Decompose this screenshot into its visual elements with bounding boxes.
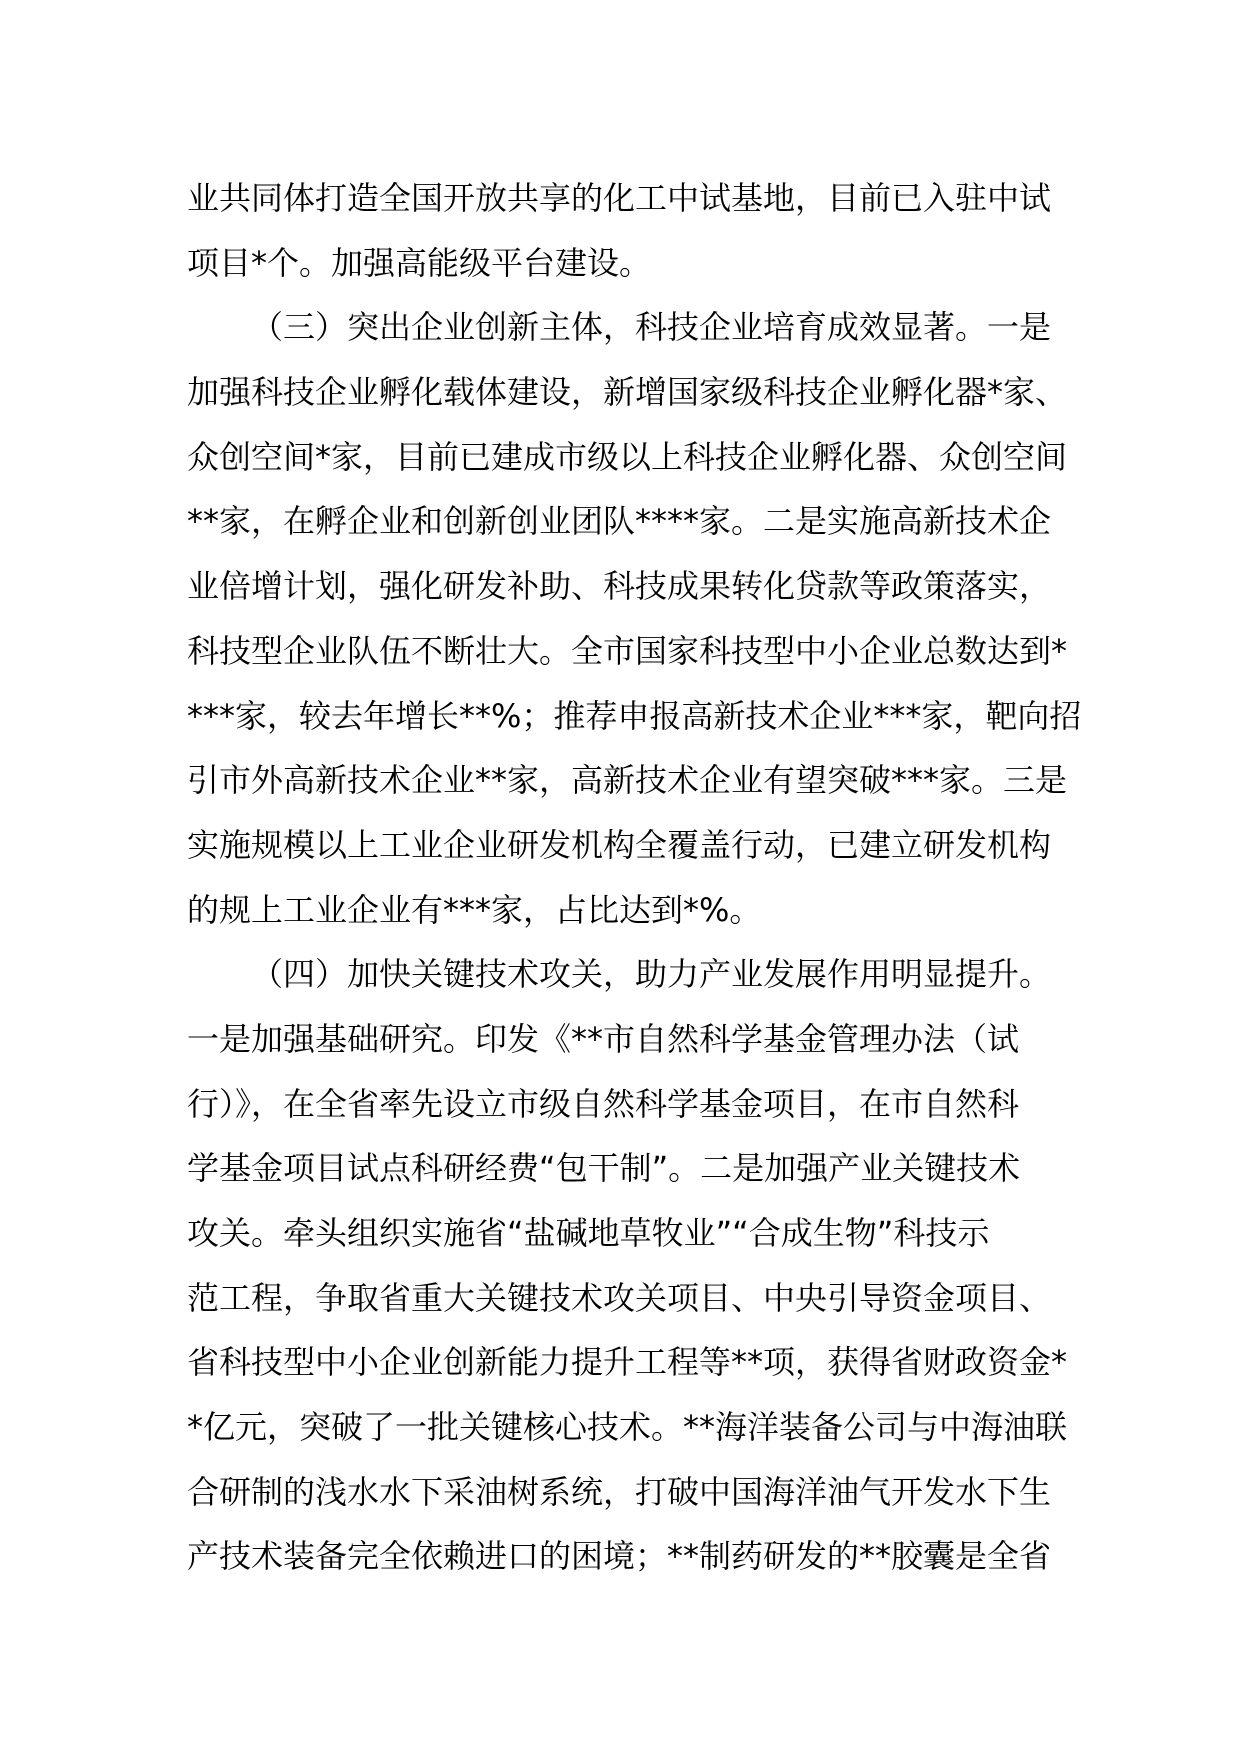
text-line: 科技型企业队伍不断壮大。全市国家科技型中小企业总数达到* xyxy=(187,631,1068,670)
body-text xyxy=(187,166,1082,1589)
text-line: *亿元，突破了一批关键核心技术。**海洋装备公司与中海油联 xyxy=(187,1408,1068,1447)
text-line: 实施规模以上工业企业研发机构全覆盖行动，已建立研发机构 xyxy=(187,825,1052,864)
text-line: 业共同体打造全国开放共享的化工中试基地，目前已入驻中试 xyxy=(187,179,1052,217)
text-line: 加强科技企业孵化载体建设，新增国家级科技企业孵化器*家、 xyxy=(187,373,1068,412)
text-line: 学基金项目试点科研经费“包干制”。二是加强产业关键技术 xyxy=(187,1149,1021,1188)
text-line: 产技术装备完全依赖进口的困境；**制药研发的**胶囊是全省 xyxy=(187,1537,1052,1576)
text-line: 合研制的浅水水下采油树系统，打破中国海洋油气开发水下生 xyxy=(187,1472,1052,1511)
text-line: 行）》，在全省率先设立市级自然科学基金项目，在市自然科 xyxy=(187,1084,1020,1123)
paragraph-start-line: （四）加快关键技术攻关，助力产业发展作用明显提升。 xyxy=(251,955,1052,994)
text-line: 业倍增计划，强化研发补助、科技成果转化贷款等政策落实， xyxy=(187,567,1052,606)
text-line: 攻关。牵头组织实施省“盐碱地草牧业”“合成生物”科技示 xyxy=(187,1214,990,1252)
text-line: 的规上工业企业有***家，占比达到*%。 xyxy=(187,890,762,929)
text-line: 范工程，争取省重大关键技术攻关项目、中央引导资金项目、 xyxy=(187,1278,1052,1317)
text-line: **家，在孵企业和创新创业团队****家。二是实施高新技术企 xyxy=(187,502,1052,541)
paragraph-start-line: （三）突出企业创新主体，科技企业培育成效显著。一是 xyxy=(251,308,1052,347)
text-line: 引市外高新技术企业**家，高新技术企业有望突破***家。三是 xyxy=(187,761,1068,800)
text-line: ***家，较去年增长**%；推荐申报高新技术企业***家，靶向招 xyxy=(187,696,1082,735)
text-line: 省科技型中小企业创新能力提升工程等**项，获得省财政资金* xyxy=(187,1343,1068,1382)
text-line: 项目*个。加强高能级平台建设。 xyxy=(187,243,652,282)
text-line: 一是加强基础研究。印发《**市自然科学基金管理办法（试 xyxy=(187,1019,1020,1058)
text-line: 众创空间*家，目前已建成市级以上科技企业孵化器、众创空间 xyxy=(187,437,1068,476)
